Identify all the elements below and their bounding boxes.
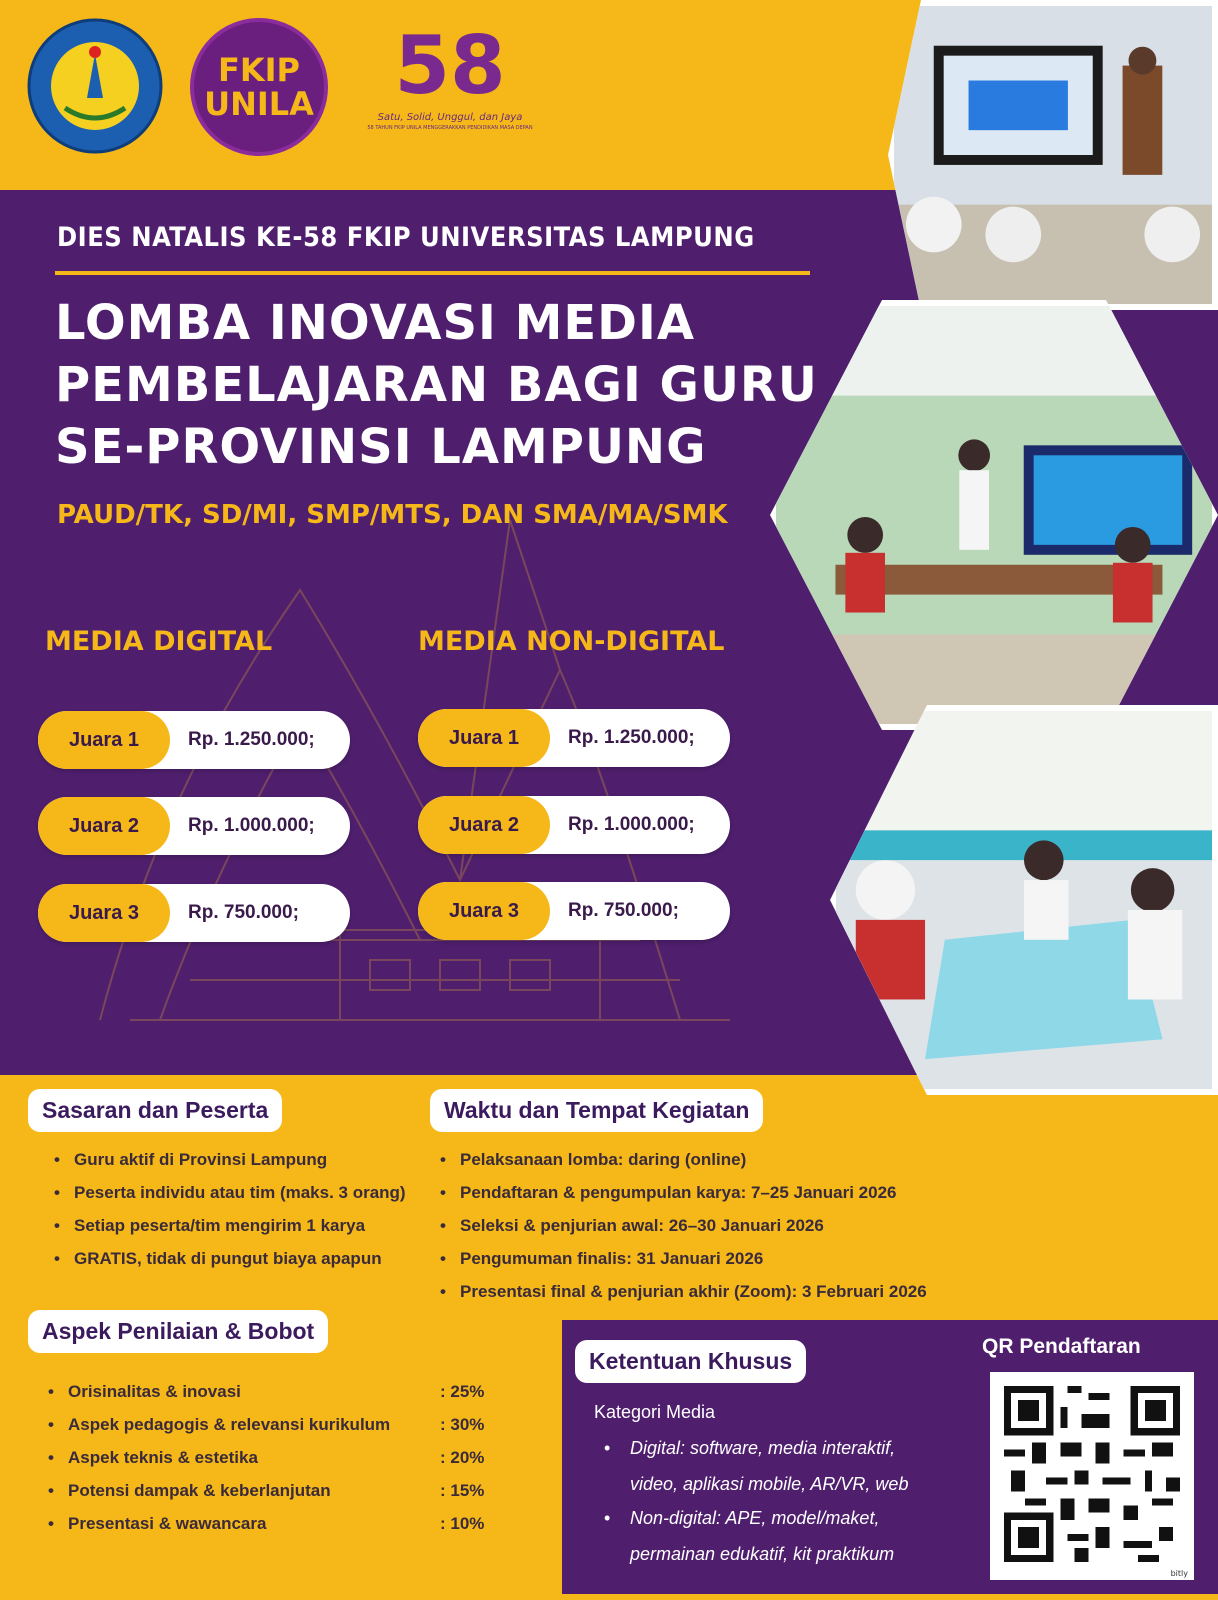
anniversary-tagline: Satu, Solid, Unggul, dan Jaya bbox=[377, 112, 523, 123]
prize-amount: Rp. 1.250.000; bbox=[188, 729, 315, 750]
ketentuan-subtitle: Kategori Media bbox=[594, 1402, 716, 1422]
list-item: • Setiap peserta/tim mengirim 1 karya bbox=[50, 1209, 430, 1242]
list-item bbox=[44, 1507, 524, 1540]
prize-rank: Juara 2 bbox=[38, 797, 170, 855]
prize-rank: Juara 2 bbox=[418, 796, 550, 854]
title-line-3: SE-PROVINSI LAMPUNG bbox=[55, 419, 707, 475]
aspek-heading: Aspek Penilaian & Bobot bbox=[28, 1310, 328, 1353]
waktu-heading: Waktu dan Tempat Kegiatan bbox=[430, 1089, 763, 1132]
aspek-label: • Aspek pedagogis & relevansi kurikulum bbox=[68, 1415, 391, 1434]
ketentuan-heading: Ketentuan Khusus bbox=[575, 1340, 806, 1383]
list-item: • Presentasi final & penjurian akhir (Zoom): 3 Februari 2026 bbox=[436, 1275, 996, 1308]
heading-divider bbox=[55, 271, 810, 275]
category-digital-title: MEDIA DIGITAL bbox=[45, 626, 273, 657]
aspek-label: • Aspek teknis & estetika bbox=[68, 1448, 258, 1467]
sasaran-heading: Sasaran dan Peserta bbox=[28, 1089, 282, 1132]
prize-rank: Juara 3 bbox=[418, 882, 550, 940]
prize-nondigital-2 bbox=[418, 796, 730, 854]
list-item: • Seleksi & penjurian awal: 26–30 Januari 2026 bbox=[436, 1209, 996, 1242]
qr-code[interactable] bbox=[990, 1372, 1194, 1580]
fkip-logo-line2: UNILA bbox=[204, 85, 314, 123]
fkip-logo-line1: FKIP bbox=[217, 51, 300, 89]
prize-amount: Rp. 750.000; bbox=[188, 902, 299, 923]
anniversary-subtagline: 58 TAHUN FKIP UNILA MENGGERAKKAN PENDIDIKAN MASA DEPAN bbox=[367, 125, 533, 131]
prize-amount: Rp. 750.000; bbox=[568, 900, 679, 921]
aspek-list bbox=[44, 1375, 524, 1540]
aspek-weight: : 10% bbox=[440, 1514, 485, 1533]
dies-natalis-heading: DIES NATALIS KE-58 FKIP UNIVERSITAS LAMPUNG bbox=[57, 222, 755, 253]
list-item: • GRATIS, tidak di pungut biaya apapun bbox=[50, 1242, 430, 1275]
list-item bbox=[44, 1441, 524, 1474]
list-item bbox=[44, 1408, 524, 1441]
prize-amount: Rp. 1.000.000; bbox=[188, 815, 315, 836]
category-nondigital-title: MEDIA NON-DIGITAL bbox=[418, 626, 725, 657]
prize-rank: Juara 3 bbox=[38, 884, 170, 942]
event-title bbox=[55, 292, 818, 478]
aspek-label: • Presentasi & wawancara bbox=[68, 1514, 267, 1533]
qr-title: QR Pendaftaran bbox=[982, 1335, 1141, 1358]
sasaran-list bbox=[50, 1143, 430, 1275]
list-item: • Pendaftaran & pengumpulan karya: 7–25 Januari 2026 bbox=[436, 1176, 996, 1209]
aspek-weight: : 15% bbox=[440, 1481, 485, 1500]
ketentuan-list bbox=[600, 1430, 940, 1570]
list-item bbox=[44, 1474, 524, 1507]
list-item: • Non-digital: APE, model/maket, permainan edukatif, kit praktikum bbox=[600, 1500, 940, 1572]
aspek-weight: : 20% bbox=[440, 1448, 485, 1467]
prize-rank: Juara 1 bbox=[38, 711, 170, 769]
prize-rank: Juara 1 bbox=[418, 709, 550, 767]
list-item: • Peserta individu atau tim (maks. 3 orang) bbox=[50, 1176, 430, 1209]
prize-amount: Rp. 1.000.000; bbox=[568, 814, 695, 835]
school-levels: PAUD/TK, SD/MI, SMP/MTS, DAN SMA/MA/SMK bbox=[57, 500, 728, 530]
prize-nondigital-1 bbox=[418, 709, 730, 767]
title-line-1: LOMBA INOVASI MEDIA bbox=[55, 295, 696, 351]
aspek-weight: : 30% bbox=[440, 1415, 485, 1434]
prize-nondigital-3 bbox=[418, 882, 730, 940]
aspek-label: • Orisinalitas & inovasi bbox=[68, 1382, 241, 1401]
aspek-label: • Potensi dampak & keberlanjutan bbox=[68, 1481, 331, 1500]
aspek-weight: : 25% bbox=[440, 1382, 485, 1401]
prize-digital-3 bbox=[38, 884, 350, 942]
list-item: • Pelaksanaan lomba: daring (online) bbox=[436, 1143, 996, 1176]
title-line-2: PEMBELAJARAN BAGI GURU bbox=[55, 357, 818, 413]
photo-teacher-smartboard bbox=[888, 0, 1218, 310]
unila-logo bbox=[25, 16, 165, 156]
qr-brand: bitly bbox=[1170, 1569, 1188, 1578]
fkip-unila-logo bbox=[190, 18, 328, 156]
list-item: • Pengumuman finalis: 31 Januari 2026 bbox=[436, 1242, 996, 1275]
prize-digital-1 bbox=[38, 711, 350, 769]
list-item bbox=[44, 1375, 524, 1408]
waktu-list bbox=[436, 1143, 996, 1308]
bottom-strip bbox=[0, 1594, 1218, 1600]
anniversary-58-logo bbox=[340, 20, 560, 155]
anniversary-number: 58 bbox=[394, 19, 506, 112]
list-item: • Guru aktif di Provinsi Lampung bbox=[50, 1143, 430, 1176]
prize-digital-2 bbox=[38, 797, 350, 855]
list-item: • Digital: software, media interaktif, video, aplikasi mobile, AR/VR, web bbox=[600, 1430, 940, 1502]
prize-amount: Rp. 1.250.000; bbox=[568, 727, 695, 748]
